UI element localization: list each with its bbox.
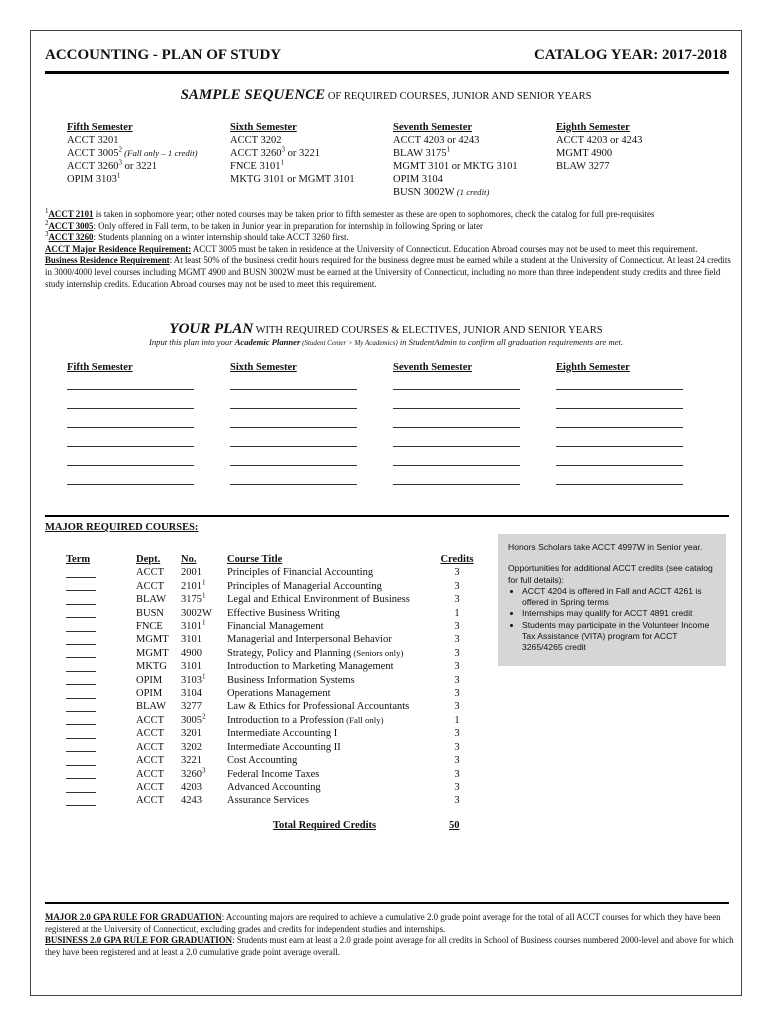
course-number: 2101$^1$ xyxy=(181,578,206,592)
course-number: 3103$^1$ xyxy=(181,672,206,686)
course-credits: 3 xyxy=(454,741,460,753)
term-entry-field[interactable] xyxy=(66,796,96,806)
term-entry-field[interactable] xyxy=(66,648,96,658)
course-dept: MKTG xyxy=(136,661,167,673)
course-credits: 3 xyxy=(454,621,460,633)
sequence-item: BLAW 3277 xyxy=(556,161,610,172)
header-credits: Credits xyxy=(440,554,474,565)
course-title: Principles of Financial Accounting xyxy=(227,567,374,579)
plan-entry-line[interactable] xyxy=(230,408,357,409)
course-number: 3201 xyxy=(181,728,202,740)
plan-entry-line[interactable] xyxy=(393,465,520,466)
term-entry-field[interactable] xyxy=(66,622,96,632)
header-no: No. xyxy=(181,554,197,565)
plan-entry-line[interactable] xyxy=(230,446,357,447)
course-title: Managerial and Interpersonal Behavior xyxy=(227,634,392,646)
course-title: Introduction to a Profession (Fall only) xyxy=(227,714,384,726)
sequence-item: MGMT 3101 or MKTG 3101 xyxy=(393,161,518,172)
term-entry-field[interactable] xyxy=(66,581,96,591)
term-entry-field[interactable] xyxy=(66,742,96,752)
major-courses-heading: MAJOR REQUIRED COURSES: xyxy=(45,522,199,533)
course-number: 3005$^2$ xyxy=(181,712,206,726)
course-credits: 3 xyxy=(454,567,460,579)
table-row xyxy=(66,580,482,593)
plan-entry-line[interactable] xyxy=(67,408,194,409)
table-row xyxy=(66,754,482,767)
course-dept: ACCT xyxy=(136,741,165,753)
opportunities-note: Opportunities for additional ACCT credits (see catalog for full details): xyxy=(508,563,713,585)
course-dept: BLAW xyxy=(136,594,167,606)
course-number: 3104 xyxy=(181,688,202,700)
plan-entry-line[interactable] xyxy=(230,465,357,466)
course-credits: 1 xyxy=(454,714,460,726)
residence-requirement-acct: ACCT Major Residence Requirement: ACCT 3005 must be taken in residence at the University of Connecticut. Education Abroad courses may not be used to meet this requirement. xyxy=(45,243,698,254)
course-title: Strategy, Policy and Planning (Seniors only) xyxy=(227,647,404,659)
course-number: 3221 xyxy=(181,755,202,767)
term-entry-field[interactable] xyxy=(66,715,96,725)
plan-heading-sixth: Sixth Semester xyxy=(230,362,297,373)
course-title: Legal and Ethical Environment of Business xyxy=(227,594,410,606)
table-row xyxy=(66,687,482,700)
course-dept: ACCT xyxy=(136,714,165,726)
table-row xyxy=(66,714,482,727)
sequence-column-fifth xyxy=(67,121,237,186)
course-number: 3277 xyxy=(181,701,202,713)
plan-entry-line[interactable] xyxy=(67,465,194,466)
plan-entry-line[interactable] xyxy=(230,389,357,390)
course-number: 3175$^1$ xyxy=(181,591,206,606)
plan-entry-line[interactable] xyxy=(556,408,683,409)
course-number: 4203 xyxy=(181,781,202,793)
sequence-heading: Eighth Semester xyxy=(556,122,630,133)
course-credits: 3 xyxy=(454,795,460,807)
plan-entry-line[interactable] xyxy=(393,389,520,390)
header-term: Term xyxy=(66,554,91,565)
plan-entry-line[interactable] xyxy=(393,408,520,409)
course-number: 3101 xyxy=(181,634,202,646)
course-dept: FNCE xyxy=(136,621,163,633)
table-row xyxy=(66,660,482,673)
term-entry-field[interactable] xyxy=(66,662,96,672)
plan-entry-line[interactable] xyxy=(393,446,520,447)
course-credits: 3 xyxy=(454,755,460,767)
course-title: Intermediate Accounting II xyxy=(227,741,341,753)
list-item: • Internships may qualify for ACCT 4891 credit xyxy=(522,608,716,619)
plan-entry-line[interactable] xyxy=(556,465,683,466)
table-row xyxy=(66,727,482,740)
course-credits: 3 xyxy=(454,647,460,659)
course-number: 3202 xyxy=(181,741,202,753)
course-title: Federal Income Taxes xyxy=(227,768,320,780)
plan-entry-line[interactable] xyxy=(230,484,357,485)
sequence-item: BLAW 3175$^1$ xyxy=(393,145,451,159)
sequence-item: FNCE 3101$^1$ xyxy=(230,158,284,172)
course-number: 3260$^3$ xyxy=(181,766,206,780)
section-rule xyxy=(45,515,729,517)
course-dept: ACCT xyxy=(136,768,165,780)
sequence-column-seventh xyxy=(393,121,563,199)
sequence-item: MGMT 4900 xyxy=(556,148,613,159)
gpa-rules xyxy=(45,912,735,958)
course-credits: 1 xyxy=(454,607,460,619)
term-entry-field[interactable] xyxy=(66,595,96,605)
course-credits: 3 xyxy=(454,781,460,793)
table-row xyxy=(66,781,482,794)
table-row xyxy=(66,607,482,620)
footnote: $^1$ACCT 2101 is taken in sophomore year; other noted courses may be taken prior to fifth semester as these are open to sophomores, check the catalog for full pre-requisites xyxy=(45,207,655,219)
course-credits: 3 xyxy=(454,701,460,713)
course-title: Cost Accounting xyxy=(227,755,298,767)
header-rule xyxy=(45,71,729,74)
table-row xyxy=(66,620,482,633)
list-item: • ACCT 4204 is offered in Fall and ACCT 4261 is offered in Spring terms xyxy=(522,586,716,609)
plan-entry-line[interactable] xyxy=(67,427,194,428)
footnote: $^3$ACCT 3260: Students planning on a winter internship should take ACCT 3260 first. xyxy=(45,230,349,243)
course-title: Principles of Managerial Accounting xyxy=(227,580,382,592)
course-dept: BLAW xyxy=(136,701,167,713)
sequence-item: MKTG 3101 or MGMT 3101 xyxy=(230,174,355,185)
course-dept: MGMT xyxy=(136,634,169,646)
table-row xyxy=(66,741,482,754)
course-dept: OPIM xyxy=(136,688,163,700)
course-dept: ACCT xyxy=(136,755,165,767)
footnotes xyxy=(45,209,735,290)
sequence-heading: Fifth Semester xyxy=(67,122,133,133)
table-row xyxy=(66,633,482,646)
sequence-item: ACCT 3005$^2$ (Fall only – 1 credit) xyxy=(67,145,198,159)
table-row xyxy=(66,674,482,687)
course-credits: 3 xyxy=(454,688,460,700)
course-dept: MGMT xyxy=(136,647,169,659)
sequence-column-sixth xyxy=(230,121,400,186)
plan-heading-eighth: Eighth Semester xyxy=(556,362,630,373)
plan-heading-fifth: Fifth Semester xyxy=(67,362,133,373)
course-credits: 3 xyxy=(454,634,460,646)
course-number: 2001 xyxy=(181,567,202,579)
term-entry-field[interactable] xyxy=(66,783,96,793)
total-required-credits-value: 50 xyxy=(449,820,460,831)
catalog-year: CATALOG YEAR: 2017-2018 xyxy=(533,47,727,63)
term-entry-field[interactable] xyxy=(66,729,96,739)
sequence-item: ACCT 3260$^3$ or 3221 xyxy=(230,145,320,159)
list-item: • Students may participate in the Volunteer Income Tax Assistance (VITA) program for ACCT 3265/4265 credit xyxy=(522,620,716,654)
sequence-item: ACCT 4203 or 4243 xyxy=(556,135,643,146)
plan-entry-line[interactable] xyxy=(230,427,357,428)
total-required-credits-label: Total Required Credits xyxy=(273,820,377,831)
your-plan-instructions: Input this plan into your Academic Planner (Student Center > My Academics) in StudentAdmin to confirm all graduation requirements are met. xyxy=(148,337,623,347)
course-dept: ACCT xyxy=(136,580,165,592)
sequence-heading: Sixth Semester xyxy=(230,122,297,133)
footnote: $^2$ACCT 3005: Only offered in Fall term, to be taken in Junior year in preparation for internship in following Spring or later xyxy=(45,218,483,231)
course-number: 3002W xyxy=(181,607,212,619)
major-gpa-rule: MAJOR 2.0 GPA RULE FOR GRADUATION: Accounting majors are required to achieve a cumulative 2.0 grade point average for the total of all ACCT courses for which they have been registered at the University of Connecticut, excluding grades and credits for independent studies and internships. xyxy=(45,912,721,934)
sequence-column-eighth xyxy=(556,121,726,173)
course-title: Assurance Services xyxy=(227,795,309,807)
sequence-item: BUSN 3002W (1 credit) xyxy=(393,187,490,198)
plan-entry-line[interactable] xyxy=(556,427,683,428)
table-row xyxy=(66,700,482,713)
header-dept: Dept. xyxy=(136,554,161,565)
course-credits: 3 xyxy=(454,661,460,673)
table-row xyxy=(66,566,482,579)
course-title: Financial Management xyxy=(227,621,324,633)
course-dept: ACCT xyxy=(136,567,165,579)
course-title: Effective Business Writing xyxy=(227,607,340,619)
term-entry-field[interactable] xyxy=(66,689,96,699)
your-plan-title: YOUR PLAN WITH REQUIRED COURSES & ELECTIVES, JUNIOR AND SENIOR YEARS xyxy=(169,321,603,337)
business-gpa-rule: BUSINESS 2.0 GPA RULE FOR GRADUATION: Students must earn at least a 2.0 grade point average for all credits in School of Business courses numbered 2000-level and above for which they have been registered and at least a 2.0 cumulative grade point average overall. xyxy=(45,935,734,957)
course-title: Introduction to Marketing Management xyxy=(227,661,394,673)
course-dept: ACCT xyxy=(136,781,165,793)
sequence-item: OPIM 3104 xyxy=(393,174,443,185)
term-entry-field[interactable] xyxy=(66,769,96,779)
course-title: Law & Ethics for Professional Accountants xyxy=(227,701,410,713)
sequence-item: ACCT 3260$^3$ or 3221 xyxy=(67,158,157,172)
course-number: 3101 xyxy=(181,661,202,673)
course-dept: ACCT xyxy=(136,795,165,807)
opportunities-list xyxy=(522,586,716,654)
term-entry-field[interactable] xyxy=(66,608,96,618)
term-entry-field[interactable] xyxy=(66,635,96,645)
term-entry-field[interactable] xyxy=(66,702,96,712)
term-entry-field[interactable] xyxy=(66,756,96,766)
plan-entry-line[interactable] xyxy=(67,446,194,447)
course-title: Intermediate Accounting I xyxy=(227,728,338,740)
course-credits: 3 xyxy=(454,594,460,606)
table-row xyxy=(66,794,482,807)
sequence-item: ACCT 3202 xyxy=(230,135,282,146)
term-entry-field[interactable] xyxy=(66,675,96,685)
table-row xyxy=(66,647,482,660)
table-row xyxy=(66,768,482,781)
sequence-heading: Seventh Semester xyxy=(393,122,473,133)
sequence-item: OPIM 3103$^1$ xyxy=(67,171,121,185)
course-number: 4243 xyxy=(181,795,202,807)
plan-entry-line[interactable] xyxy=(393,484,520,485)
course-credits: 3 xyxy=(454,580,460,592)
course-title: Operations Management xyxy=(227,688,331,700)
course-credits: 3 xyxy=(454,728,460,740)
course-credits: 3 xyxy=(454,768,460,780)
sequence-item: ACCT 4203 or 4243 xyxy=(393,135,480,146)
page-frame xyxy=(30,30,742,996)
page-title: ACCOUNTING - PLAN OF STUDY xyxy=(45,47,282,63)
plan-entry-line[interactable] xyxy=(556,389,683,390)
gpa-rule xyxy=(45,902,729,904)
table-header-row xyxy=(66,553,482,566)
plan-entry-line[interactable] xyxy=(67,484,194,485)
course-dept: ACCT xyxy=(136,728,165,740)
plan-entry-line[interactable] xyxy=(556,484,683,485)
header-title: Course Title xyxy=(227,554,283,565)
course-title: Business Information Systems xyxy=(227,674,355,686)
residence-requirement-business: Business Residence Requirement: At least 50% of the business credit hours required for the business degree must be earned while a student at the University of Connecticut. At least 24 credits in 3000/4000 level courses including MGMT 4900 and BUSN 3002W must be earned at the University of Connecticut, including no more than three independent study credits and three field study internship credits. Education Abroad courses may not be used to meet this requirement. xyxy=(45,255,731,289)
course-dept: BUSN xyxy=(136,607,165,619)
table-row xyxy=(66,593,482,606)
course-title: Advanced Accounting xyxy=(227,781,321,793)
honors-info-box xyxy=(498,534,726,666)
course-credits: 3 xyxy=(454,674,460,686)
course-number: 3101$^1$ xyxy=(181,618,206,633)
major-courses-table xyxy=(66,553,482,808)
honors-note: Honors Scholars take ACCT 4997W in Senior year. xyxy=(508,542,703,552)
sample-sequence-title: SAMPLE SEQUENCE OF REQUIRED COURSES, JUNIOR AND SENIOR YEARS xyxy=(180,87,592,103)
plan-entry-line[interactable] xyxy=(393,427,520,428)
plan-entry-line[interactable] xyxy=(67,389,194,390)
plan-heading-seventh: Seventh Semester xyxy=(393,362,473,373)
plan-entry-line[interactable] xyxy=(556,446,683,447)
sequence-item: ACCT 3201 xyxy=(67,135,119,146)
term-entry-field[interactable] xyxy=(66,568,96,578)
course-dept: OPIM xyxy=(136,674,163,686)
course-number: 4900 xyxy=(181,647,202,659)
